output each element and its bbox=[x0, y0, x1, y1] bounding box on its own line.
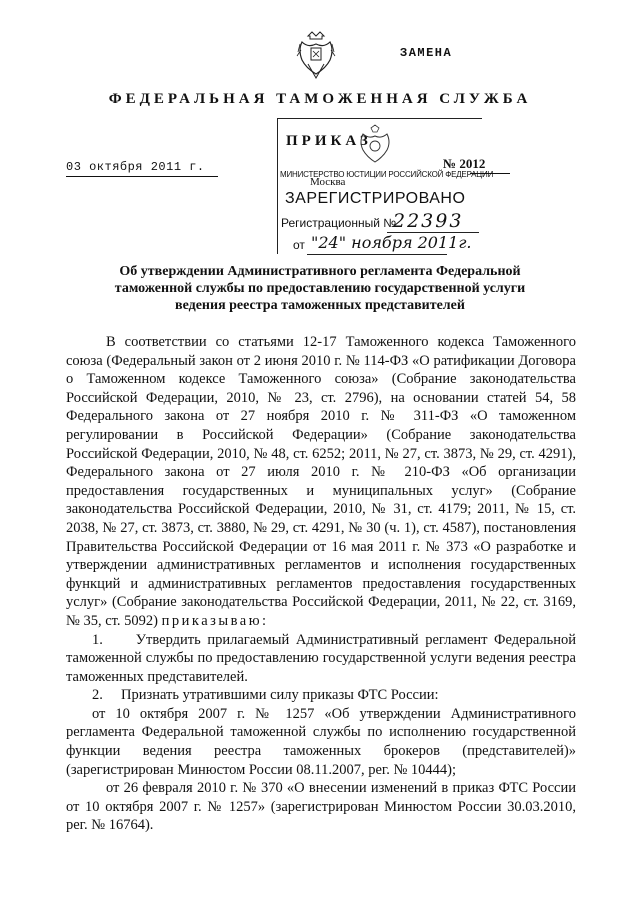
stamp-registered: ЗАРЕГИСТРИРОВАНО bbox=[285, 190, 466, 207]
russian-coat-of-arms-icon bbox=[296, 30, 336, 80]
order-number: № 2012 bbox=[443, 156, 486, 171]
document-title: Об утверждении Административного регламента Федеральной таможенной службы по предоставлению государственной услуги ведения реестра таможенных представителей bbox=[114, 264, 526, 313]
stamp-handwritten-date: "24" ноября 2011г. bbox=[311, 233, 472, 252]
replacement-mark: ЗАМЕНА bbox=[400, 46, 453, 60]
stamp-eagle-icon bbox=[357, 124, 393, 166]
document-body bbox=[66, 333, 576, 835]
stamp-date-prefix: от bbox=[293, 238, 305, 252]
stamp-date-underline bbox=[307, 254, 447, 255]
stamp-reg-label: Регистрационный № bbox=[281, 216, 397, 230]
date-underline bbox=[66, 176, 218, 177]
registration-stamp bbox=[277, 118, 494, 258]
order-word: приказываю: bbox=[161, 612, 269, 629]
order-date: 03 октября 2011 г. bbox=[66, 160, 205, 174]
preamble-paragraph bbox=[66, 333, 576, 631]
sub-item-1: от 10 октября 2007 г. № 1257 «Об утверждении Административного регламента Федеральной таможенной службы по исполнению государственной функции ведения реестра таможенных брокеров (представителей)» (зарегистрирован Минюстом России 08.11.2007, рег. № 10444); bbox=[66, 705, 576, 778]
stamp-ministry: МИНИСТЕРСТВО ЮСТИЦИИ РОССИЙСКОЙ ФЕДЕРАЦИИ bbox=[280, 170, 494, 179]
agency-name: ФЕДЕРАЛЬНАЯ ТАМОЖЕННАЯ СЛУЖБА bbox=[108, 91, 532, 107]
item-2: 2. Признать утратившими силу приказы ФТС России: bbox=[92, 687, 439, 704]
stamp-frame-top bbox=[277, 118, 482, 119]
stamp-frame-left bbox=[277, 118, 278, 254]
city: Москва bbox=[310, 176, 346, 188]
stamp-reg-number: 22393 bbox=[393, 210, 464, 232]
document-type: ПРИКАЗ bbox=[286, 133, 372, 149]
preamble-text: В соответствии со статьями 12-17 Таможенного кодекса Таможенного союза (Федеральный закон от 2 июня 2010 г. № 114-ФЗ «О ратификации Договора о Таможенном кодексе Таможенного союза» (Собрание законодательства Российской Федерации, 2010, № 23, ст. 2796), на основании статей 54, 58 Федерального закона от 27 ноября 2010 г. № 311-ФЗ «О таможенном регулировании в Российской Федерации» (Собрание законодательства Российской Федерации, 2010, № 48, ст. 6252; 2011, № 27, ст. 3873, № 29, ст. 4291), Федерального закона от 27 июля 2010 г. № 210-ФЗ «Об организации предоставления государственных и муниципальных услуг» (Собрание законодательства Российской Федерации, 2010, № 31, ст. 4179; 2011, № 15, ст. 2038, № 27, ст. 3873, ст. 3880, № 29, ст. 4291, № 30 (ч. 1), ст. 4587), постановления Правительства Российской Федерации от 16 мая 2011 г. № 373 «О разработке и утверждении административных регламентов и исполнения государственных функций и административных регламентов предоставления государственных услуг» (Собрание законодательства Российской Федерации, 2011, № 22, ст. 3169, № 35, ст. 5092) bbox=[66, 334, 576, 629]
sub-item-2: от 26 февраля 2010 г. № 370 «О внесении изменений в приказ ФТС России от 10 октября 2007 г. № 1257» (зарегистрирован Минюстом России 30.03.2010, рег. № 16764). bbox=[66, 780, 576, 834]
item-1: 1. Утвердить прилагаемый Административный регламент Федеральной таможенной службы по предоставлению государственной услуги ведения реестра таможенных представителей. bbox=[66, 631, 576, 685]
